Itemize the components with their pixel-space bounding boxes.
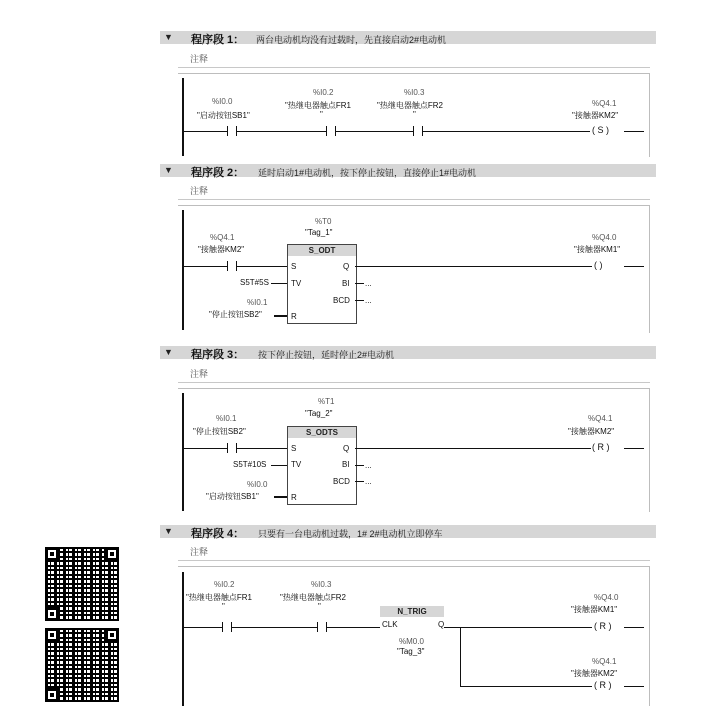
network-title: 程序段 3： <box>191 349 245 361</box>
coil-name: "接触器KM1" <box>571 605 618 614</box>
timer-address: %T1 <box>318 397 335 406</box>
contact-address: %I0.3 <box>311 580 332 589</box>
contact-name: "热继电器触点FR2 <box>377 101 443 110</box>
coil-address: %Q4.0 <box>592 233 617 242</box>
no-contact-icon[interactable] <box>222 622 223 632</box>
comment-label[interactable]: 注释 <box>190 547 209 557</box>
comment-label[interactable]: 注释 <box>190 369 209 379</box>
contact-name: "热继电器触点FR1 <box>285 101 351 110</box>
contact-address: %I0.2 <box>214 580 235 589</box>
collapse-arrow-icon[interactable]: ▼ <box>164 526 173 536</box>
collapse-arrow-icon[interactable]: ▼ <box>164 32 173 42</box>
coil-address: %Q4.0 <box>594 593 619 602</box>
edge-memory-address: %M0.0 <box>399 637 424 646</box>
network-title: 程序段 1： <box>191 34 245 46</box>
reset-coil-icon[interactable]: ( R ) <box>592 442 610 452</box>
network-description: 延时启动1#电动机，按下停止按钮，直接停止1#电动机 <box>258 168 477 178</box>
coil-name: "接触器KM2" <box>571 669 618 678</box>
coil-name: "接触器KM1" <box>574 245 621 254</box>
qr-code-top <box>45 547 119 621</box>
reset-address: %I0.0 <box>247 480 268 489</box>
edge-memory-tag: "Tag_3" <box>397 647 425 656</box>
coil-address: %Q4.1 <box>588 414 613 423</box>
network-title: 程序段 4： <box>191 528 245 540</box>
reset-coil-icon[interactable]: ( R ) <box>594 621 612 631</box>
contact-name: "停止按钮SB2" <box>193 427 246 436</box>
qr-code-bottom <box>45 628 119 702</box>
no-contact-icon[interactable] <box>227 261 228 271</box>
comment-label[interactable]: 注释 <box>190 186 209 196</box>
no-contact-icon[interactable] <box>227 443 228 453</box>
block-type: S_ODTS <box>288 427 356 438</box>
contact-address: %I0.2 <box>313 88 334 97</box>
block-type: N_TRIG <box>380 606 444 617</box>
reset-name: "停止按钮SB2" <box>209 310 262 319</box>
collapse-arrow-icon[interactable]: ▼ <box>164 347 173 357</box>
contact-address: %I0.1 <box>216 414 237 423</box>
contact-address: %Q4.1 <box>210 233 235 242</box>
power-rail <box>182 572 184 706</box>
coil-name: "接触器KM2" <box>572 111 619 120</box>
coil-name: "接触器KM2" <box>568 427 615 436</box>
no-contact-icon[interactable] <box>326 126 327 136</box>
reset-coil-icon[interactable]: ( R ) <box>594 680 612 690</box>
no-contact-icon[interactable] <box>413 126 414 136</box>
reset-name: "启动按钮SB1" <box>206 492 259 501</box>
reset-address: %I0.1 <box>247 298 268 307</box>
timer-tag: "Tag_2" <box>305 409 333 418</box>
contact-address: %I0.0 <box>212 97 233 106</box>
contact-name: "热继电器触点FR1 <box>186 593 252 602</box>
contact-name: "启动按钮SB1" <box>197 111 250 120</box>
contact-name: "接触器KM2" <box>198 245 245 254</box>
power-rail <box>182 78 184 156</box>
contact-address: %I0.3 <box>404 88 425 97</box>
network-title: 程序段 2： <box>191 167 245 179</box>
set-coil-icon[interactable]: ( S ) <box>592 125 609 135</box>
network-description: 按下停止按钮，延时停止2#电动机 <box>258 350 395 360</box>
network-description: 两台电动机均没有过载时，先直接启动2#电动机 <box>256 35 447 45</box>
timer-address: %T0 <box>315 217 332 226</box>
block-type: S_ODT <box>288 245 356 256</box>
comment-label[interactable]: 注释 <box>190 54 209 64</box>
preset-time-value[interactable]: S5T#5S <box>240 278 269 287</box>
output-coil-icon[interactable]: ( ) <box>594 260 603 270</box>
power-rail <box>182 393 184 511</box>
collapse-arrow-icon[interactable]: ▼ <box>164 165 173 175</box>
power-rail <box>182 210 184 330</box>
no-contact-icon[interactable] <box>317 622 318 632</box>
network-description: 只要有一台电动机过载，1# 2#电动机立即停车 <box>258 529 443 539</box>
contact-name: "热继电器触点FR2 <box>280 593 346 602</box>
coil-address: %Q4.1 <box>592 99 617 108</box>
no-contact-icon[interactable] <box>227 126 228 136</box>
coil-address: %Q4.1 <box>592 657 617 666</box>
timer-tag: "Tag_1" <box>305 228 333 237</box>
preset-time-value[interactable]: S5T#10S <box>233 460 267 469</box>
